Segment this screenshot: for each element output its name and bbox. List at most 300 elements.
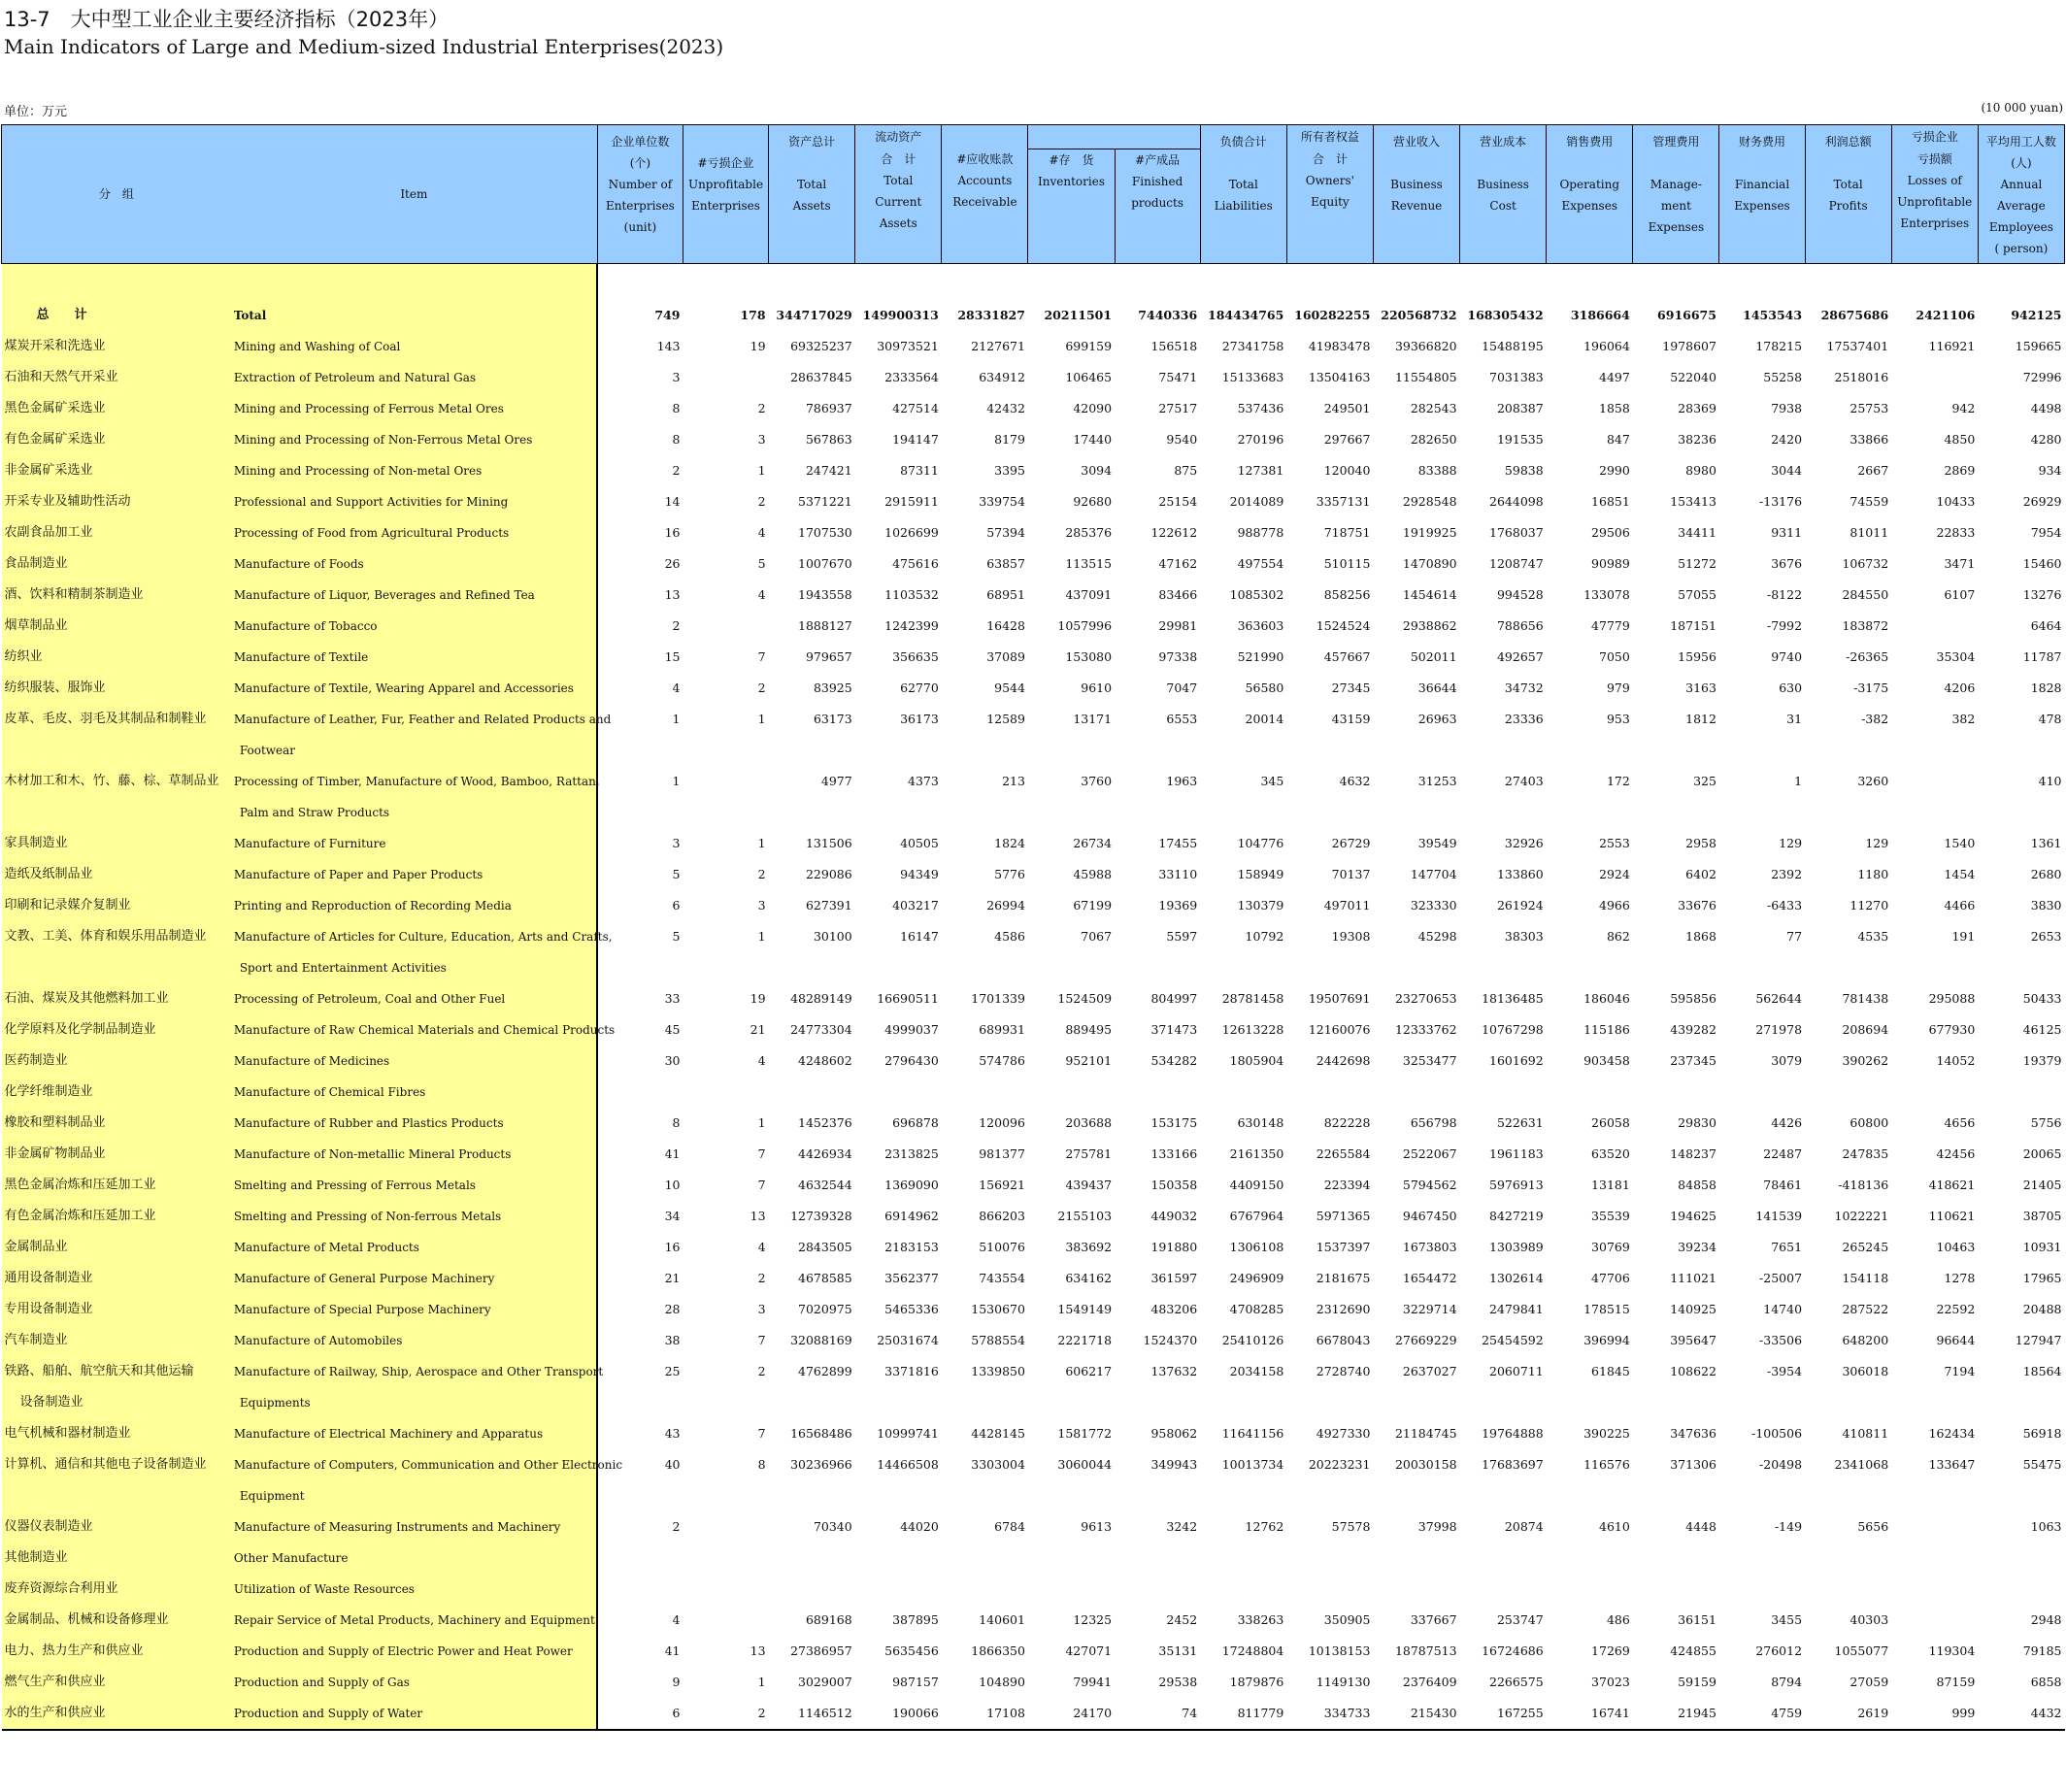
cell-value: 16724686 [1482,1643,1544,1658]
cell-value: 387895 [892,1612,939,1627]
row-label-cn: 其他制造业 [2,1543,231,1574]
cell-value: 276012 [1755,1643,1803,1658]
cell-value: 492657 [1496,649,1544,664]
cell-value [769,1574,855,1605]
cell-value: 15 [664,649,681,664]
cell-value: 2 [757,867,766,881]
table-row [2,580,2065,611]
cell-value: 2265584 [1316,1146,1371,1161]
cell-value: 4432 [1978,1698,2064,1730]
cell-value: 371306 [1670,1457,1716,1472]
cell-value: 17108 [942,1698,1028,1730]
cell-value: 17248804 [1221,1643,1284,1658]
cell-value: 822228 [1323,1115,1371,1130]
row-label-cn: 电气机械和器材制造业 [2,1418,231,1449]
table-row [2,921,2065,983]
cell-value: 79185 [2022,1643,2062,1658]
cell-value: 952101 [1065,1053,1113,1068]
row-label-cn: 黑色金属冶炼和压延加工业 [2,1170,231,1201]
cell-value: 16741 [1547,1698,1633,1730]
cell-value: 781438 [1842,991,1889,1006]
cell-value [942,1077,1028,1108]
cell-value: 521990 [1237,649,1284,664]
cell-value: 2667 [1857,463,1889,478]
cell-value: 2221718 [1057,1333,1113,1347]
cell-value: 1452376 [798,1115,852,1130]
cell-value: 1805904 [1229,1053,1284,1068]
cell-value: 33866 [1849,432,1889,447]
cell-value: 17537401 [1826,339,1889,353]
cell-value: 22487 [1763,1146,1803,1161]
cell-value [1891,1511,1978,1543]
cell-value: 1453543 [1743,308,1803,322]
cell-value: 689931 [979,1022,1025,1037]
cell-value: 140601 [979,1612,1025,1627]
cell-value: 4966 [1599,898,1630,913]
table-row [2,362,2065,393]
cell-value: 427514 [892,401,939,415]
cell-value: 862 [1606,929,1630,944]
cell-value: 3253477 [1402,1053,1457,1068]
cell-value: 69325237 [790,339,852,353]
cell-value: 7 [757,1333,766,1347]
cell-value: 39549 [1417,836,1457,850]
cell-value: 11641156 [1221,1426,1284,1441]
cell-value: 63857 [986,556,1025,571]
cell-value: 1303989 [1489,1240,1544,1254]
cell-value: 191535 [1496,432,1544,447]
header-total-profits: 利润总额 Total Profits [1805,125,1891,264]
row-label-en: Manufacture of Liquor, Beverages and Refined Tea [231,580,598,611]
cell-value: 7440336 [1138,308,1198,322]
cell-value: 5656 [1857,1519,1889,1534]
cell-value [1547,1077,1633,1108]
cell-value: 4 [672,680,681,695]
cell-value: 2376409 [1402,1675,1457,1689]
cell-value: 390225 [1583,1426,1630,1441]
row-label-en: Manufacture of Metal Products [231,1232,598,1263]
cell-value [1286,1077,1373,1108]
cell-value: 2728740 [1316,1364,1371,1378]
cell-value: 2034158 [1229,1364,1284,1378]
cell-value: 10433 [1936,494,1976,509]
cell-value: -20498 [1759,1457,1803,1472]
cell-value: 403217 [892,898,939,913]
cell-value: 2479841 [1489,1302,1544,1316]
cell-value: 297667 [1323,432,1371,447]
row-label-en: Manufacture of Textile, Wearing Apparel and Accessories [231,673,598,704]
cell-value: 26734 [1073,836,1113,850]
cell-value: 84858 [1678,1178,1716,1192]
cell-value: 153080 [1065,649,1113,664]
cell-value: -25007 [1759,1271,1803,1285]
cell-value: 15133683 [1221,370,1284,384]
cell-value: 282543 [1410,401,1457,415]
cell-value: 29981 [1158,618,1198,633]
cell-value: 1530670 [971,1302,1025,1316]
cell-value: -26365 [1846,649,1889,664]
cell-value: 1 [757,836,766,850]
header-total-assets: 资产总计 Total Assets [769,125,855,264]
cell-value: 20488 [2022,1302,2062,1316]
cell-value: 29506 [1591,525,1630,540]
cell-value: 811779 [1200,1698,1286,1730]
header-liabilities: 负债合计 Total Liabilities [1200,125,1286,264]
cell-value: 4426 [1771,1115,1803,1130]
cell-value: 634162 [1065,1271,1113,1285]
cell-value: 56918 [2022,1426,2062,1441]
cell-value: 875 [1174,463,1198,478]
cell-value: 27345 [1331,680,1371,695]
cell-value: 12613228 [1221,1022,1284,1037]
cell-value: 111021 [1670,1271,1716,1285]
cell-value: 395647 [1670,1333,1716,1347]
cell-value: 29538 [1158,1675,1198,1689]
row-label-en: Manufacture of Paper and Paper Products [231,859,598,890]
cell-value: 522631 [1496,1115,1544,1130]
cell-value: 39234 [1678,1240,1716,1254]
cell-value: 522040 [1670,370,1716,384]
cell-value [1891,766,1978,828]
cell-value: 1180 [1857,867,1889,881]
cell-value: 1524509 [1057,991,1113,1006]
cell-value: -418136 [1838,1178,1889,1192]
header-employees: 平均用工人数 (人) Annual Average Employees ( person) [1978,125,2064,264]
cell-value: 5 [757,556,766,571]
cell-value: 40 [664,1457,681,1472]
cell-value: 1369090 [884,1178,939,1192]
cell-value: 25154 [1158,494,1198,509]
cell-value: 1339850 [971,1364,1025,1378]
cell-value: 68951 [986,587,1025,602]
cell-value: 63173 [813,712,852,726]
row-label-en: Other Manufacture [231,1543,598,1574]
table-row [2,1077,2065,1108]
cell-value: 41 [664,1643,681,1658]
cell-value: 6767964 [1229,1209,1284,1223]
cell-value: 483206 [1150,1302,1198,1316]
table-row [2,1605,2065,1636]
cell-value: 4977 [820,774,852,788]
row-label-cn: 石油、煤炭及其他燃料加工业 [2,983,231,1014]
table-row [2,1698,2065,1730]
cell-value: 87159 [1936,1675,1976,1689]
cell-value: 127947 [2015,1333,2062,1347]
row-label-en: Production and Supply of Gas [231,1667,598,1698]
cell-value: 83466 [1158,587,1198,602]
header-equity-group: 所有者权益 [1286,125,1373,149]
cell-value: 14 [664,494,681,509]
row-label-cn: 电力、热力生产和供应业 [2,1636,231,1667]
header-item-en: Item [231,125,598,264]
cell-value: 21184745 [1394,1426,1457,1441]
cell-value [942,1543,1028,1574]
cell-value [683,362,768,393]
cell-value: 74559 [1849,494,1889,509]
cell-value: 2266575 [1489,1675,1544,1689]
cell-value: 74 [1115,1698,1200,1730]
cell-value: 194625 [1670,1209,1716,1223]
cell-value: 45298 [1417,929,1457,944]
cell-value: 2938862 [1402,618,1457,633]
cell-value: 30100 [813,929,852,944]
cell-value: 1055077 [1834,1643,1889,1658]
cell-value [1115,1543,1200,1574]
cell-value: 1103532 [884,587,939,602]
cell-value: 57394 [986,525,1025,540]
cell-value: 6464 [2030,618,2062,633]
header-losses-unprofitable: 亏损额 Losses of Unprofitable Enterprises [1891,149,1978,264]
cell-value: 194147 [892,432,939,447]
cell-value: 510076 [979,1240,1025,1254]
cell-value: 27517 [1158,401,1198,415]
cell-value: 4850 [1944,432,1976,447]
cell-value [855,1574,942,1605]
cell-value [1891,1574,1978,1605]
cell-value [1719,1543,1805,1574]
row-label-cn: 造纸及纸制品业 [2,859,231,890]
row-label-cn: 煤炭开采和洗选业 [2,331,231,362]
cell-value: 5976913 [1489,1178,1544,1192]
header-losses-group: 亏损企业 [1891,125,1978,149]
cell-value: 2421106 [1916,308,1976,322]
cell-value: 743554 [979,1271,1025,1285]
cell-value: 285376 [1065,525,1113,540]
cell-value: 12589 [986,712,1025,726]
cell-value: 2680 [2030,867,2062,881]
cell-value: 20211501 [1044,308,1113,322]
cell-value: 1919925 [1402,525,1457,540]
cell-value: 5794562 [1402,1178,1457,1192]
row-label-en: Mining and Washing of Coal [231,331,598,362]
row-label-cn: 燃气生产和供应业 [2,1667,231,1698]
cell-value: 5635456 [884,1643,939,1658]
cell-value: 104776 [1237,836,1284,850]
cell-value: 78461 [1763,1178,1803,1192]
cell-value: 999 [1891,1698,1978,1730]
cell-value: 2 [672,463,681,478]
cell-value: 1454614 [1402,587,1457,602]
row-label-cn: 水的生产和供应业 [2,1698,231,1730]
cell-value: 8427219 [1489,1209,1544,1223]
row-label-cn: 计算机、通信和其他电子设备制造业 [2,1449,231,1511]
cell-value: 191880 [1150,1240,1198,1254]
cell-value: 648200 [1842,1333,1889,1347]
cell-value: 786937 [805,401,852,415]
cell-value: 595856 [1670,991,1716,1006]
cell-value: 42432 [986,401,1025,415]
cell-value: 979657 [805,649,852,664]
row-label-cn: 医药制造业 [2,1045,231,1077]
cell-value: 72996 [2022,370,2062,384]
cell-value: 24773304 [790,1022,852,1037]
cell-value: 16428 [986,618,1025,633]
cell-value [1200,1574,1286,1605]
row-label-cn: 仪器仪表制造业 [2,1511,231,1543]
cell-value [1028,1574,1115,1605]
header-inventories: #存 货 Inventories [1028,149,1115,264]
cell-value: 12762 [1245,1519,1284,1534]
cell-value [683,1543,768,1574]
cell-value: 131506 [805,836,852,850]
row-label-en: Manufacture of Measuring Instruments and Machinery [231,1511,598,1543]
cell-value: 1943558 [798,587,852,602]
cell-value: 108622 [1670,1364,1716,1378]
row-label-en: Production and Supply of Water [231,1698,598,1730]
cell-value: 48289149 [790,991,852,1006]
cell-value: 2496909 [1229,1271,1284,1285]
cell-value: 1146512 [769,1698,855,1730]
cell-value: 12739328 [790,1209,852,1223]
cell-value: 981377 [979,1146,1025,1161]
cell-value: 38705 [2022,1209,2062,1223]
cell-value: 6107 [1944,587,1976,602]
cell-value: 749 [654,308,681,322]
cell-value: 261924 [1496,898,1544,913]
cell-value: 33110 [1158,867,1198,881]
cell-value: 4708285 [1229,1302,1284,1316]
cell-value: 15488195 [1482,339,1544,353]
cell-value: 20030158 [1394,1457,1457,1472]
cell-value: 6 [672,898,681,913]
cell-value [1286,1574,1373,1605]
cell-value: 7 [757,1146,766,1161]
cell-value: 10767298 [1482,1022,1544,1037]
cell-value: 141539 [1755,1209,1803,1223]
cell-value: 129 [1865,836,1889,850]
cell-value: 33676 [1678,898,1716,913]
cell-value: 45 [664,1022,681,1037]
table-row [2,1294,2065,1325]
cell-value: 116921 [1928,339,1976,353]
cell-value: 10138153 [1308,1643,1371,1658]
cell-value: 337667 [1410,1612,1457,1627]
cell-value: 1 [1794,774,1803,788]
cell-value: 47162 [1158,556,1198,571]
cell-value: 208387 [1496,401,1544,415]
header-current-assets-total: 合 计 Total Current Assets [855,149,942,264]
cell-value: 1302614 [1489,1271,1544,1285]
cell-value: 284550 [1842,587,1889,602]
row-label-en: Smelting and Pressing of Non-ferrous Metals [231,1201,598,1232]
cell-value: 119304 [1928,1643,1976,1658]
row-label-cn: 家具制造业 [2,828,231,859]
cell-value: 16 [664,1240,681,1254]
row-label-en: Processing of Timber, Manufacture of Wood, Bamboo, Rattan, Palm and Straw Products [231,766,598,828]
cell-value: 16568486 [790,1426,852,1441]
cell-value: 220568732 [1381,308,1457,322]
cell-value [683,1511,768,1543]
cell-value: 24170 [1028,1698,1115,1730]
cell-value: 14740 [1763,1302,1803,1316]
cell-value: 338263 [1237,1612,1284,1627]
cell-value: 7020975 [798,1302,852,1316]
cell-value: 13 [750,1643,766,1658]
cell-value: 3371816 [884,1364,939,1378]
cell-value [1805,1077,1891,1108]
cell-value: 2958 [1685,836,1716,850]
cell-value: 47779 [1591,618,1630,633]
cell-value: 567863 [805,432,852,447]
cell-value: 31 [1786,712,1803,726]
cell-value: 167255 [1460,1698,1547,1730]
header-current-assets-group: 流动资产 [855,125,942,149]
cell-value: 4206 [1944,680,1976,695]
cell-value: 363603 [1237,618,1284,633]
table-row [2,1449,2065,1511]
cell-value: 90989 [1591,556,1630,571]
cell-value: 4280 [2030,432,2062,447]
cell-value: 22592 [1936,1302,1976,1316]
cell-value: 1963 [1166,774,1198,788]
cell-value: 502011 [1410,649,1457,664]
cell-value: 70137 [1331,867,1371,881]
row-label-cn: 农副食品加工业 [2,517,231,548]
cell-value [1028,1077,1115,1108]
cell-value [597,1077,683,1108]
cell-value: 37023 [1591,1675,1630,1689]
cell-value: 11270 [1849,898,1889,913]
cell-value: 942125 [2011,308,2062,322]
cell-value: 35131 [1158,1643,1198,1658]
row-label-en: Production and Supply of Electric Power and Heat Power [231,1636,598,1667]
cell-value [1373,1574,1459,1605]
cell-value: 3079 [1771,1053,1803,1068]
table-row [2,331,2065,362]
cell-value: 35539 [1591,1209,1630,1223]
cell-value [1891,1605,1978,1636]
cell-value: 1707530 [798,525,852,540]
header-operating-expenses: 销售费用 Operating Expenses [1547,125,1633,264]
cell-value: 3455 [1771,1612,1803,1627]
header-revenue: 营业收入 Business Revenue [1373,125,1459,264]
cell-value: 4586 [994,929,1025,944]
row-label-en: Manufacture of Chemical Fibres [231,1077,598,1108]
header-management-expenses: 管理费用 Manage- ment Expenses [1633,125,1719,264]
table-row [2,890,2065,921]
cell-value: 1824 [994,836,1025,850]
cell-value: 38236 [1678,432,1716,447]
indicators-table [1,124,2065,1731]
cell-value: 979 [1606,680,1630,695]
cell-value: 457667 [1323,649,1371,664]
cell-value: 25 [664,1364,681,1378]
cell-value: 57055 [1678,587,1716,602]
cell-value: 26058 [1591,1115,1630,1130]
cell-value: 26729 [1331,836,1371,850]
cell-value: 120040 [1323,463,1371,478]
cell-value: -8122 [1767,587,1803,602]
cell-value: 67199 [1073,898,1113,913]
cell-value: 83925 [813,680,852,695]
cell-value: 497554 [1237,556,1284,571]
cell-value: 37998 [1417,1519,1457,1534]
cell-value: 8 [757,1457,766,1472]
cell-value: 133647 [1928,1457,1976,1472]
table-row [2,611,2065,642]
cell-value [1460,1574,1547,1605]
cell-value [1115,1077,1200,1108]
cell-value: 7954 [2030,525,2062,540]
table-title-cn: 13-7 大中型工业企业主要经济指标（2023年） [4,8,450,31]
table-row [2,1108,2065,1139]
cell-value: 2553 [1599,836,1630,850]
table-row [2,1045,2065,1077]
cell-value: 18564 [2022,1364,2062,1378]
cell-value: 4498 [2030,401,2062,415]
cell-value: 3357131 [1316,494,1371,509]
cell-value: 1581772 [1057,1426,1113,1441]
